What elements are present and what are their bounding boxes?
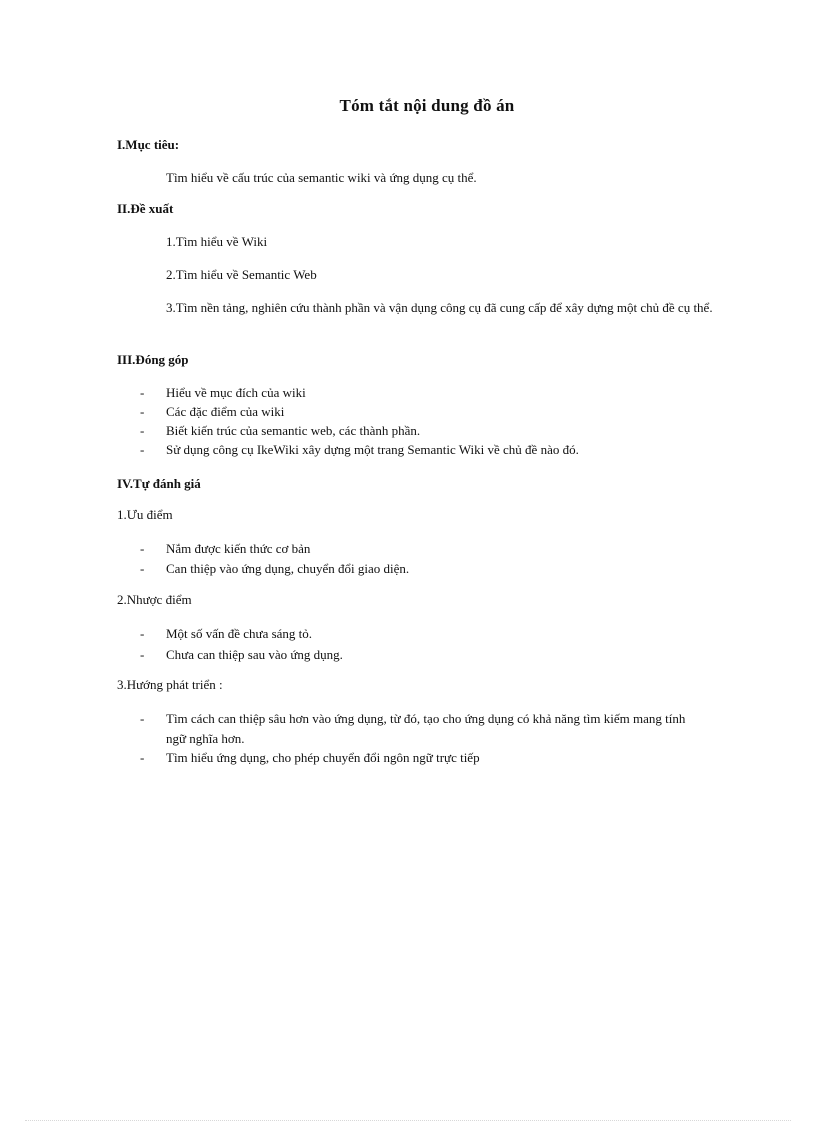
page-bottom-divider (25, 1120, 791, 1121)
contribution-text: Các đặc điểm của wiki (166, 404, 285, 419)
future-text: Tìm hiểu ứng dụng, cho phép chuyển đổi ngôn ngữ trực tiếp (166, 750, 480, 765)
proposal-item: 2.Tìm hiểu về Semantic Web (166, 267, 317, 282)
bullet-dash: - (140, 711, 145, 726)
section-heading-self-evaluation: IV.Tự đánh giá (117, 476, 201, 491)
bullet-dash: - (140, 423, 145, 438)
contribution-text: Sử dụng công cụ IkeWiki xây dựng một trang Semantic Wiki về chủ đề nào đó. (166, 442, 579, 457)
bullet-dash: - (140, 404, 145, 419)
contribution-text: Hiểu về mục đích của wiki (166, 385, 306, 400)
disadvantage-text: Một số vấn đề chưa sáng tỏ. (166, 626, 313, 641)
bullet-dash: - (140, 626, 145, 641)
objectives-text: Tìm hiểu về cấu trúc của semantic wiki và ứng dụng cụ thể. (166, 170, 477, 185)
disadvantage-text: Chưa can thiệp sau vào ứng dụng. (166, 647, 343, 662)
proposal-item: 3.Tìm nền tảng, nghiên cứu thành phần và vận dụng công cụ đã cung cấp để xây dựng một chủ đề cụ thể. (166, 300, 713, 315)
advantage-text: Can thiệp vào ứng dụng, chuyển đổi giao diện. (166, 561, 410, 576)
subsection-future-development: 3.Hướng phát triển : (117, 677, 223, 692)
section-heading-objectives: I.Mục tiêu: (117, 137, 180, 152)
proposal-item: 1.Tìm hiểu về Wiki (166, 234, 268, 249)
bullet-dash: - (140, 750, 145, 765)
subsection-advantages: 1.Ưu điểm (117, 507, 173, 522)
section-heading-proposal: II.Đề xuất (117, 201, 174, 216)
future-text: Tìm cách can thiệp sâu hơn vào ứng dụng, từ đó, tạo cho ứng dụng có khả năng tìm kiếm mang tính ngữ nghĩa hơn. (166, 711, 686, 746)
bullet-dash: - (140, 442, 145, 457)
bullet-dash: - (140, 541, 145, 556)
document-title: Tóm tắt nội dung đồ án (339, 96, 515, 115)
subsection-disadvantages: 2.Nhược điểm (117, 592, 192, 607)
advantage-text: Nắm được kiến thức cơ bản (166, 541, 311, 556)
section-heading-contributions: III.Đóng góp (117, 352, 189, 367)
bullet-dash: - (140, 561, 145, 576)
contribution-text: Biết kiến trúc của semantic web, các thành phần. (166, 423, 421, 438)
bullet-dash: - (140, 385, 145, 400)
bullet-dash: - (140, 647, 145, 662)
